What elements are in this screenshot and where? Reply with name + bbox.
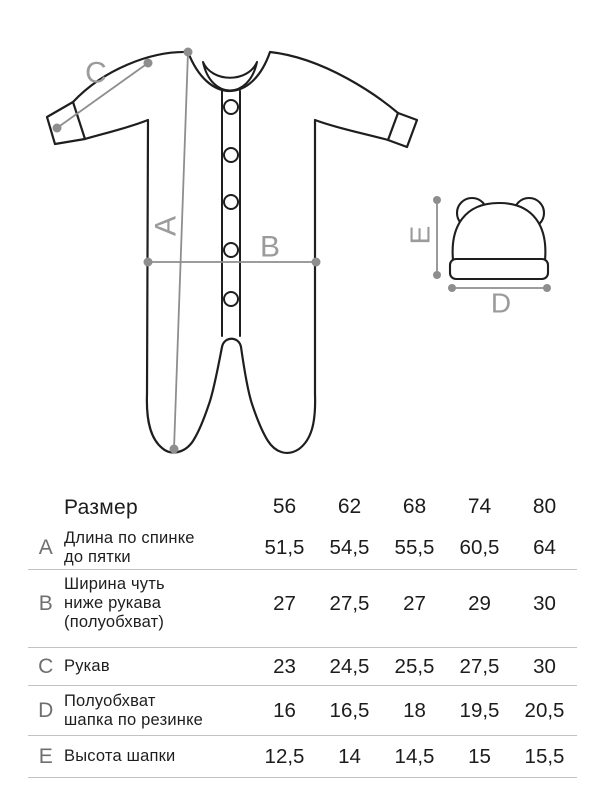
measure-dot [543, 284, 551, 292]
dim-label-b: B [259, 230, 281, 264]
cell-b-68: 27 [403, 591, 426, 615]
row-letter: D [38, 698, 54, 722]
cell-d-56: 16 [273, 698, 296, 722]
size-table [28, 488, 577, 778]
snap-button [224, 292, 238, 306]
cell-d-62: 16,5 [329, 698, 370, 722]
row-letter: C [38, 654, 54, 678]
size-header-80: 80 [532, 495, 557, 518]
size-header-74: 74 [467, 495, 492, 518]
cell-a-56: 51,5 [264, 535, 305, 559]
cell-a-62: 54,5 [329, 535, 370, 559]
measure-dot [184, 48, 193, 57]
snap-button [224, 100, 238, 114]
measure-dot [433, 271, 441, 279]
dim-label-c: C [85, 56, 107, 90]
cell-e-80: 15,5 [524, 744, 565, 768]
size-header-68: 68 [402, 495, 427, 518]
hat-band [450, 259, 548, 279]
cell-e-62: 14 [338, 744, 361, 768]
row-label: Длина по спинке до пятки [64, 528, 195, 566]
cell-c-62: 24,5 [329, 654, 370, 678]
cell-a-80: 64 [533, 535, 556, 559]
cell-c-80: 30 [533, 654, 556, 678]
cell-d-74: 19,5 [459, 698, 500, 722]
dim-label-d: D [490, 287, 512, 319]
dim-label-a: A [149, 215, 183, 237]
cell-b-80: 30 [533, 591, 556, 615]
table-header-row [28, 488, 577, 526]
row-label: Высота шапки [64, 747, 176, 765]
size-table-body [28, 526, 577, 778]
dim-label-e: E [404, 225, 436, 245]
row-letter: E [38, 744, 54, 768]
cell-e-68: 14,5 [394, 744, 435, 768]
cell-c-56: 23 [273, 654, 296, 678]
cell-d-80: 20,5 [524, 698, 565, 722]
measure-dot [433, 196, 441, 204]
row-label: Рукав [64, 657, 110, 675]
measure-dot [312, 258, 321, 267]
measure-dot [144, 59, 153, 68]
cell-c-68: 25,5 [394, 654, 435, 678]
table-row-a [28, 526, 577, 570]
table-row-c [28, 648, 577, 686]
row-letter: B [38, 591, 54, 615]
measure-dot [144, 258, 153, 267]
cell-b-74: 29 [468, 591, 491, 615]
table-row-b [28, 570, 577, 648]
onesie-drawing [47, 52, 417, 453]
cell-a-68: 55,5 [394, 535, 435, 559]
cell-c-74: 27,5 [459, 654, 500, 678]
hat-drawing [450, 198, 548, 279]
cell-e-74: 15 [468, 744, 491, 768]
snap-button [224, 243, 238, 257]
measure-dot [53, 124, 62, 133]
measure-dot [170, 445, 179, 454]
row-letter: A [38, 535, 54, 559]
cell-b-62: 27,5 [329, 591, 370, 615]
snap-button [224, 195, 238, 209]
row-label: Ширина чуть ниже рукава (полуобхват) [64, 575, 165, 631]
measure-dot [448, 284, 456, 292]
table-row-e [28, 736, 577, 778]
table-row-d [28, 686, 577, 736]
cell-e-56: 12,5 [264, 744, 305, 768]
row-label: Полуобхват шапка по резинке [64, 691, 204, 729]
cell-a-74: 60,5 [459, 535, 500, 559]
cell-d-68: 18 [403, 698, 426, 722]
size-header-62: 62 [337, 495, 362, 518]
table-header-size-label: Размер [64, 495, 138, 519]
size-header-56: 56 [272, 495, 297, 518]
cell-b-56: 27 [273, 591, 296, 615]
snap-button [224, 148, 238, 162]
